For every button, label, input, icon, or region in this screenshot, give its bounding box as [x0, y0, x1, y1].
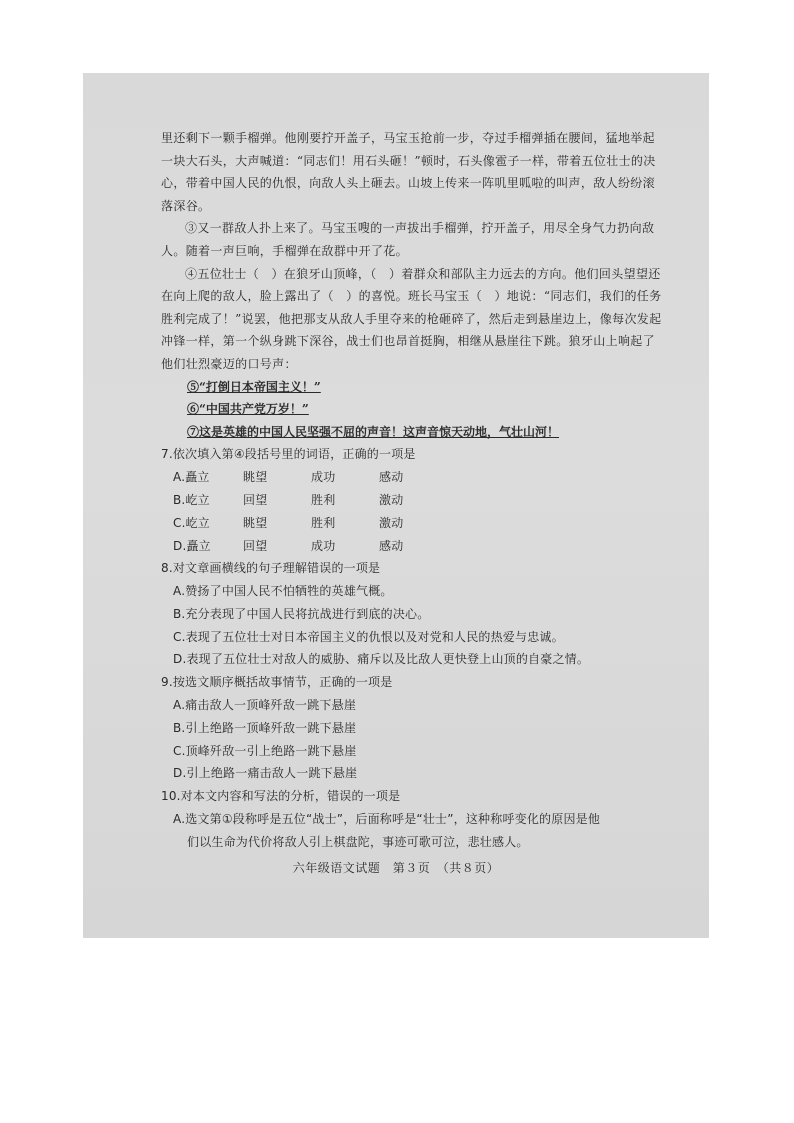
slogan-5: ⑤“打倒日本帝国主义！”	[187, 379, 321, 394]
question-7-option-b: B.屹立 回望 胜利 激动	[173, 492, 404, 507]
scanned-page	[83, 73, 709, 938]
question-9-stem: 9.按选文顺序概括故事情节，正确的一项是	[161, 675, 393, 690]
question-9-option-a: A.痛击敌人一顶峰歼敌一跳下悬崖	[173, 698, 357, 713]
passage-paragraph-1: 里还剩下一颗手榴弹。他刚要拧开盖子，马宝玉抢前一步，夺过手榴弹插在腰间，猛地举起一块大石头，大声喊道：“同志们！用石头砸！”顿时，石头像雹子一样，带着五位壮士的决心，带着中国人民的仇恨，向敌人头上砸去。山坡上传来一阵叽里呱啦的叫声，敌人纷纷滚落深谷。	[161, 131, 656, 213]
question-10-option-a-line-1: A.选文第①段称呼是五位“战士”，后面称呼是“壮士”，这种称呼变化的原因是他	[173, 812, 601, 827]
question-10-stem: 10.对本文内容和写法的分析，错误的一项是	[161, 789, 401, 804]
question-9-option-c: C.顶峰歼敌一引上绝路一跳下悬崖	[173, 743, 357, 758]
question-8-option-c: C.表现了五位壮士对日本帝国主义的仇恨以及对党和人民的热爱与忠诚。	[173, 629, 564, 644]
passage-paragraph-4: ④五位壮士（ ）在狼牙山顶峰，（ ）着群众和部队主力远去的方向。他们回头望望还在向上爬的敌人，脸上露出了（ ）的喜悦。班长马宝玉（ ）地说：“同志们，我们的任务胜利完成了！”说罢，他把那支从敌人手里夺来的枪砸碎了，然后走到悬崖边上，像每次发起冲锋一样，第一个纵身跳下深谷，战士们也昂首挺胸，相继从悬崖往下跳。狼牙山上响起了他们壮烈豪迈的口号声：	[161, 266, 662, 371]
question-9	[161, 671, 663, 785]
question-7-option-c: C.屹立 眺望 胜利 激动	[173, 515, 404, 530]
question-9-option-d: D.引上绝路一痛击敌人一跳下悬崖	[173, 766, 358, 781]
question-10	[161, 785, 663, 853]
question-10-option-a-line-2: 们以生命为代价将敌人引上棋盘陀，事迹可歌可泣，悲壮感人。	[187, 834, 529, 849]
question-8	[161, 557, 663, 671]
question-8-option-a: A.赞扬了中国人民不怕牺牲的英雄气概。	[173, 584, 393, 599]
question-7-option-d: D.矗立 回望 成功 感动	[173, 538, 404, 553]
question-7-stem: 7.依次填入第④段括号里的词语，正确的一项是	[161, 447, 416, 462]
slogan-6: ⑥“中国共产党万岁！”	[187, 402, 309, 417]
question-7	[161, 443, 663, 557]
page-content	[161, 127, 663, 854]
question-8-option-d: D.表现了五位壮士对敌人的威胁、痛斥以及比敌人更快登上山顶的自豪之情。	[173, 652, 590, 667]
question-9-option-b: B.引上绝路一顶峰歼敌一跳下悬崖	[173, 720, 357, 735]
page-footer: 六年级语文试题 第３页 （共８页）	[292, 861, 500, 875]
passage-paragraph-3: ③又一群敌人扑上来了。马宝玉嗖的一声拔出手榴弹，拧开盖子，用尽全身气力扔向敌人。随着一声巨响，手榴弹在敌群中开了花。	[161, 221, 655, 258]
question-8-stem: 8.对文章画横线的句子理解错误的一项是	[161, 561, 381, 576]
question-8-option-b: B.充分表现了中国人民将抗战进行到底的决心。	[173, 606, 430, 621]
slogan-7: ⑦这是英雄的中国人民坚强不屈的声音！这声音惊天动地，气壮山河！	[187, 424, 560, 439]
question-7-option-a: A.矗立 眺望 成功 感动	[173, 470, 404, 485]
